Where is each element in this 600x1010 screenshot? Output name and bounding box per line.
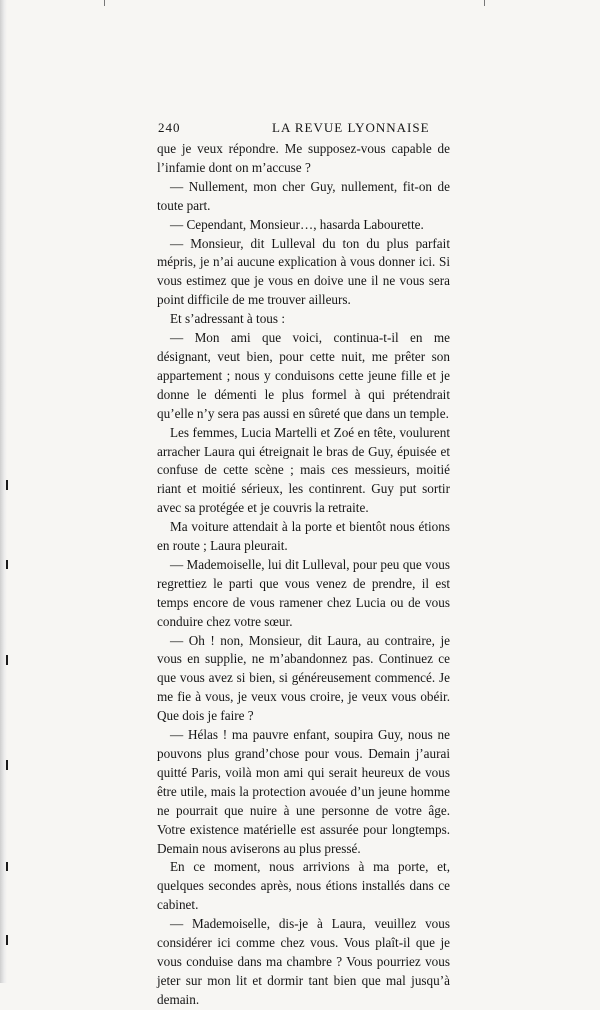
- paragraph: — Hélas ! ma pauvre enfant, soupira Guy, nous ne pouvons plus grand’chose pour vous. Demain j’aurai quitté Paris, voilà mon ami qui serait heureux de vous être utile, mais la protection avouée d’un jeune homme ne pourrait que nuire à une personne de votre âge. Votre existence matérielle est assurée pour longtemps. Demain nous aviserons au plus pressé.: [157, 727, 450, 856]
- scan-artifact-mark: [6, 560, 8, 569]
- body-text: [157, 140, 450, 1010]
- scan-artifact-mark: [6, 935, 8, 945]
- scan-edge-shadow: [0, 0, 7, 983]
- scan-artifact-tick: [104, 0, 105, 6]
- paragraph: Ma voiture attendait à la porte et bientôt nous étions en route ; Laura pleurait.: [157, 519, 450, 554]
- page-number: 240: [158, 120, 181, 135]
- paragraph: que je veux répondre. Me supposez-vous capable de l’infamie dont on m’accuse ?: [157, 141, 450, 175]
- paragraph: — Cependant, Monsieur…, hasarda Labourette.: [170, 216, 424, 232]
- scan-artifact-mark: [6, 655, 8, 665]
- paragraph: — Monsieur, dit Lulleval du ton du plus parfait mépris, je n’ai aucune explication à vous donner ici. Si vous estimez que je vous en doive une il ne vous sera point difficile de me trouver ailleurs.: [157, 235, 450, 308]
- paragraph: — Mon ami que voici, continua-t-il en me désignant, veut bien, pour cette nuit, me prêter son appartement ; nous y conduisons cette jeune fille et je donne le démenti le plus formel à qui prétendrait qu’elle n’y sera pas aussi en sûreté que dans un temple.: [157, 330, 450, 421]
- paragraph: — Mademoiselle, dis-je à Laura, veuillez vous considérer ici comme chez vous. Vous plaît-il que je vous conduise dans ma chambre ? Vous pourriez vous jeter sur mon lit et dormir tant bien que mal jusqu’à demain.: [157, 916, 450, 1007]
- scan-artifact-mark: [6, 480, 8, 490]
- paragraph: Les femmes, Lucia Martelli et Zoé en tête, voulurent arracher Laura qui étreignait le bras de Guy, épuisée et confuse de cette scène ; mais ces messieurs, moitié riant et moitié sérieux, les continrent. Guy put sortir avec sa protégée et je couvris la retraite.: [157, 424, 450, 516]
- running-header: [158, 120, 450, 140]
- scan-artifact-mark: [6, 760, 8, 770]
- paragraph: — Mademoiselle, lui dit Lulleval, pour peu que vous regrettiez le parti que vous venez de prendre, il est temps encore de vous ramener chez Lucia ou de vous conduire chez votre sœur.: [157, 556, 450, 629]
- scan-artifact-tick: [484, 0, 485, 6]
- journal-title: LA REVUE LYONNAISE: [272, 120, 430, 135]
- paragraph: En ce moment, nous arrivions à ma porte, et, quelques secondes après, nous étions installés dans ce cabinet.: [157, 859, 450, 913]
- paragraph: — Oh ! non, Monsieur, dit Laura, au contraire, je vous en supplie, ne m’abandonnez pas. Continuez ce que vous avez si bien, si généreusement commencé. Je me fie à vous, je veux vous croire, je veux vous obéir. Que dois je faire ?: [157, 632, 450, 724]
- paragraph: Et s’adressant à tous :: [170, 311, 285, 327]
- scan-artifact-mark: [6, 862, 8, 871]
- paragraph: — Nullement, mon cher Guy, nullement, fit-on de toute part.: [157, 178, 450, 213]
